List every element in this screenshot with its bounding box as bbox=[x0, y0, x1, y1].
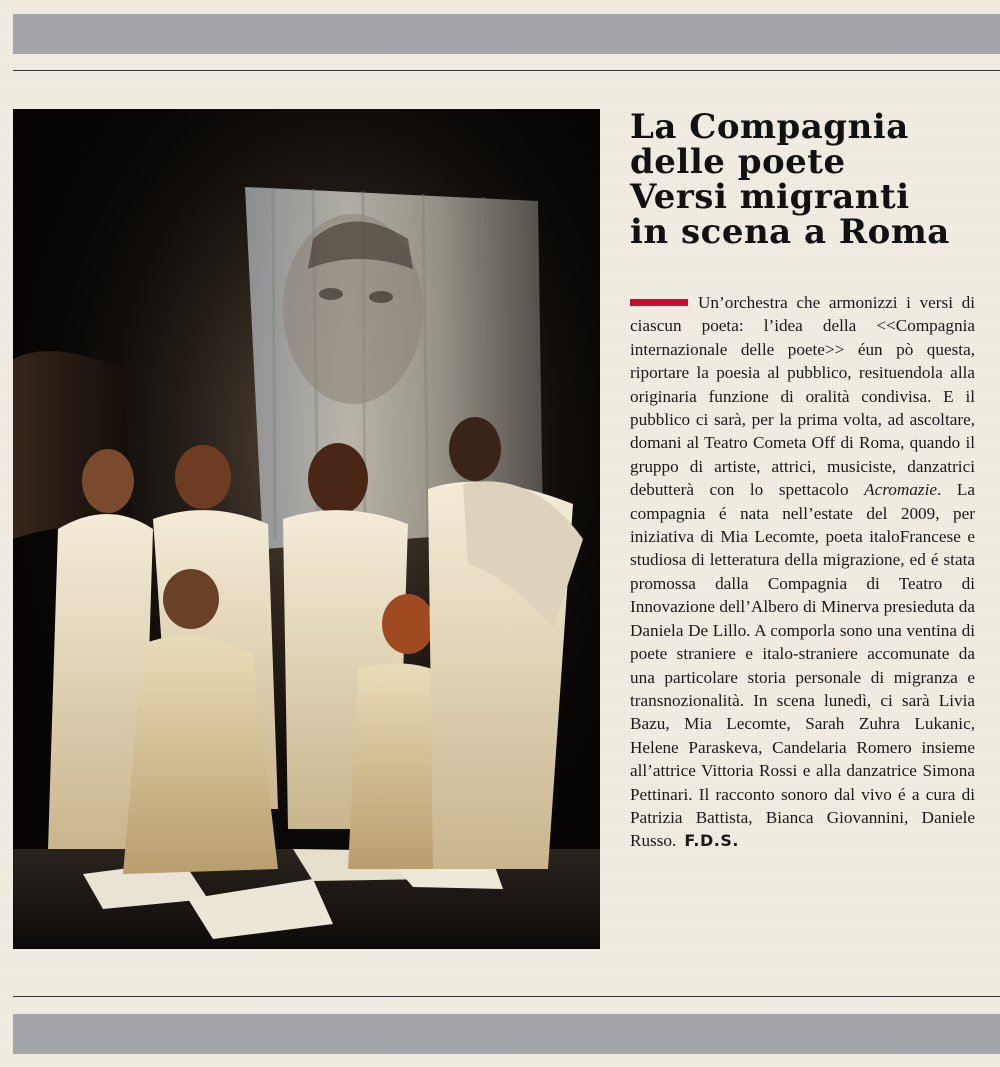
headline-line: Versi migranti bbox=[630, 177, 910, 217]
show-title: Acromazie bbox=[864, 480, 937, 500]
headline-line: in scena a Roma bbox=[630, 212, 950, 252]
headline-line: La Compagnia bbox=[630, 107, 909, 147]
red-accent-bar bbox=[630, 299, 688, 306]
stage-photo bbox=[13, 109, 600, 949]
article-body bbox=[630, 291, 975, 853]
bottom-divider-rule bbox=[13, 996, 1000, 997]
bottom-grey-band bbox=[13, 1014, 1000, 1054]
article-header bbox=[630, 107, 975, 252]
top-divider-rule bbox=[13, 70, 1000, 71]
headline bbox=[630, 107, 975, 252]
body-text-part-1: Un’orchestra che armonizzi i versi di ciascun poeta: l’idea della <<Compagnia internazionale delle poete>> éun pò questa, riportare la poesia al pubblico, resituendola alla originaria funzione di oralità condivisa. E il pubblico ci sarà, per la prima volta, ad ascoltare, domani al Teatro Cometa Off di Roma, quando il gruppo di artiste, attrici, musiciste, danzatrici debutterà con lo spettacolo bbox=[630, 293, 975, 500]
author-signature: F.D.S. bbox=[684, 831, 739, 851]
body-text-part-2: . La compagnia é nata nell’estate del 2009, per iniziativa di Mia Lecomte, poeta italoFrancese e studiosa di letteratura della migrazione, ed é stata promossa dalla Compagnia di Teatro di Innovazione dell’Albero di Minerva presieduta da Daniela De Lillo. A comporla sono una ventina di poete straniere e italo-straniere accomunate da una particolare storia personale di migranza e transnozionalità. In scena lunedì, ci sarà Livia Bazu, Mia Lecomte, Sarah Zuhra Lukanic, Helene Paraskeva, Candelaria Romero insieme all’attrice Vittoria Rossi e alla danzatrice Simona Pettinari. Il racconto sonoro dal vivo é a cura di Patrizia Battista, Bianca Giovannini, Daniele Russo. bbox=[630, 480, 975, 851]
headline-line: delle poete bbox=[630, 142, 846, 182]
top-grey-band bbox=[13, 14, 1000, 54]
